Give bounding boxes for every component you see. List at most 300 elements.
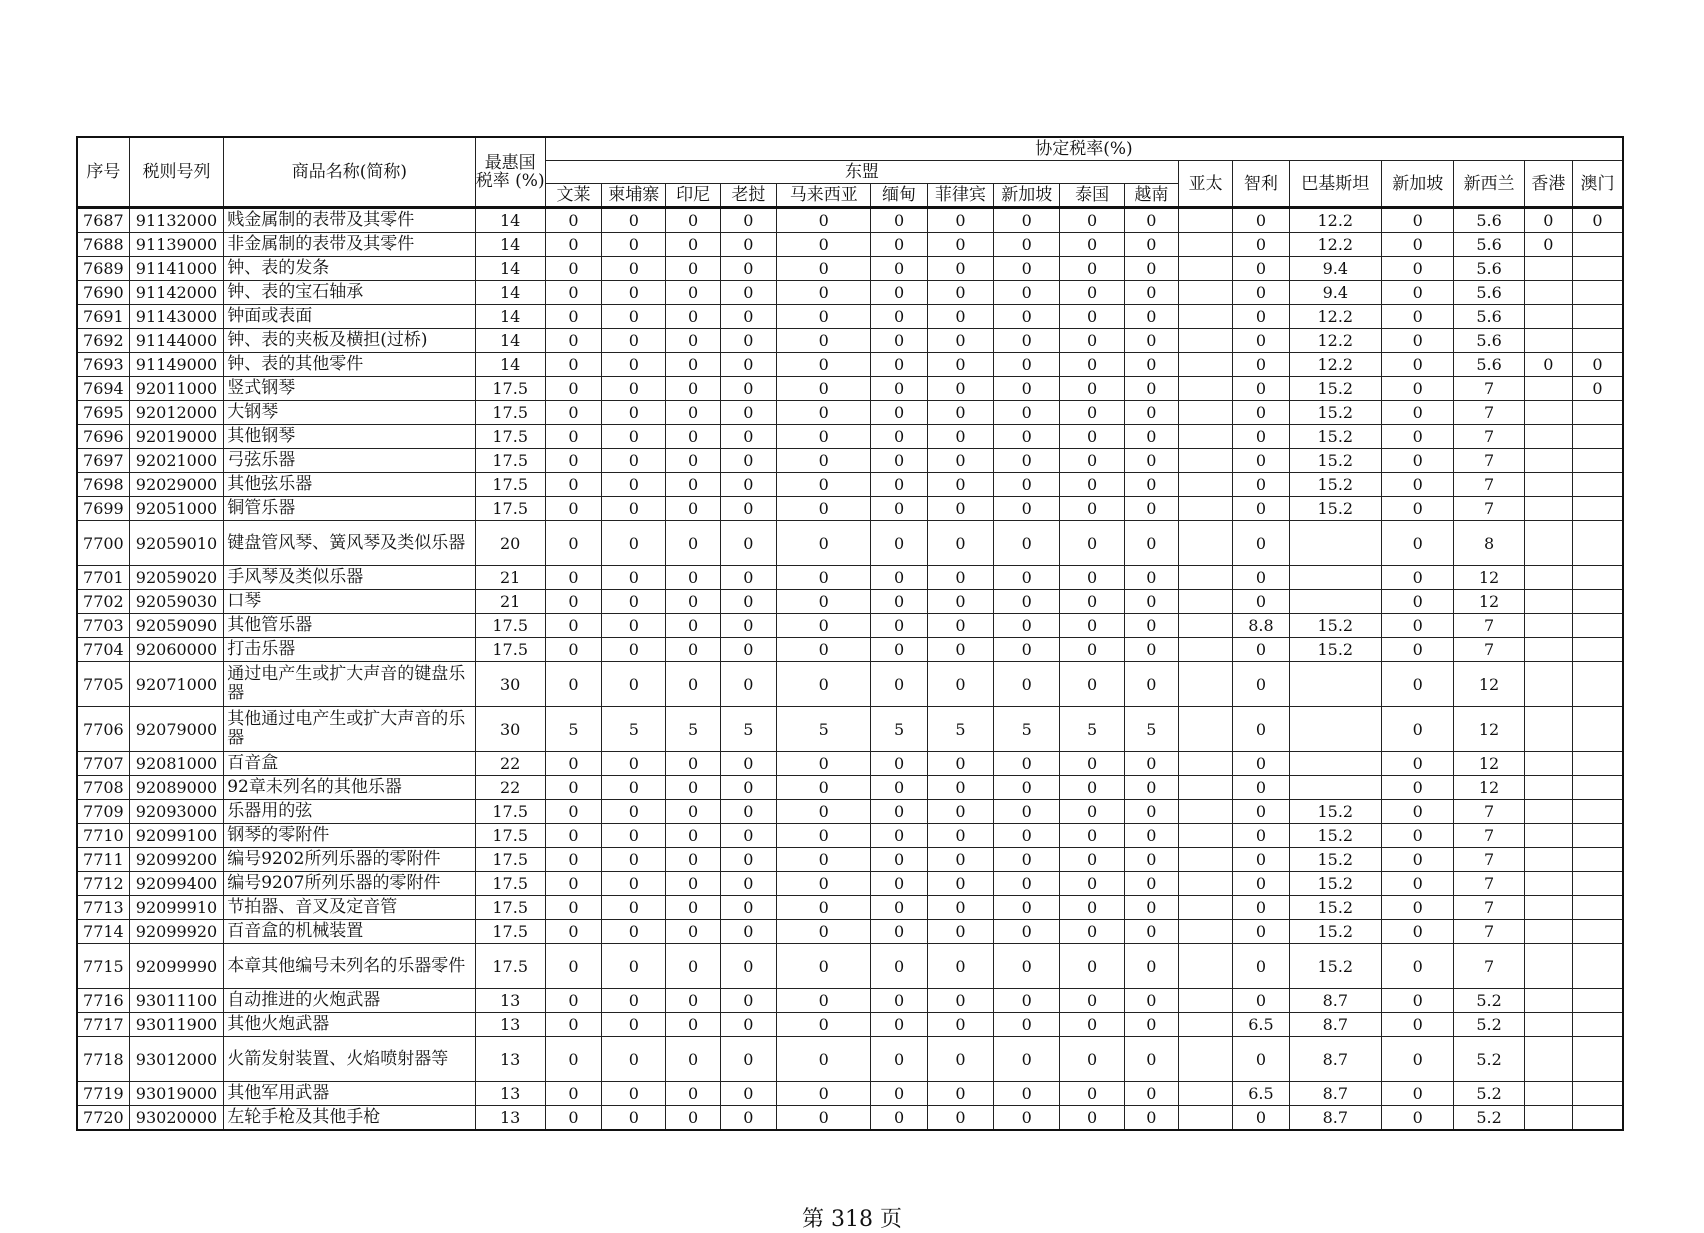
cell-tariff-code: 93011900: [129, 1013, 223, 1037]
cell-brunei: 0: [545, 590, 601, 614]
cell-cambodia: 0: [602, 329, 666, 353]
cell-singapore-asean: 0: [994, 824, 1060, 848]
cell-product-name: 本章其他编号未列名的乐器零件: [224, 944, 475, 989]
cell-pakistan: [1289, 590, 1381, 614]
cell-mfn-rate: 14: [475, 233, 545, 257]
cell-new-zealand: 12: [1454, 752, 1524, 776]
cell-singapore-asean: 0: [994, 329, 1060, 353]
cell-singapore: 0: [1382, 305, 1454, 329]
cell-vietnam: 0: [1124, 1037, 1178, 1082]
cell-apta: [1179, 800, 1233, 824]
cell-macau: [1572, 800, 1623, 824]
cell-laos: 0: [720, 566, 776, 590]
header-asean: 东盟: [545, 161, 1178, 184]
cell-myanmar: 0: [871, 1013, 927, 1037]
cell-indonesia: 0: [666, 944, 720, 989]
table-row: [77, 449, 1623, 473]
header-malaysia: 马来西亚: [777, 184, 871, 208]
cell-philippines: 0: [927, 1013, 993, 1037]
cell-cambodia: 0: [602, 848, 666, 872]
cell-apta: [1179, 1013, 1233, 1037]
cell-laos: 0: [720, 590, 776, 614]
cell-chile: 0: [1233, 989, 1289, 1013]
cell-cambodia: 0: [602, 473, 666, 497]
cell-malaysia: 0: [777, 566, 871, 590]
cell-malaysia: 0: [777, 473, 871, 497]
cell-product-name: 百音盒的机械装置: [224, 920, 475, 944]
cell-mfn-rate: 17.5: [475, 425, 545, 449]
cell-macau: [1572, 1106, 1623, 1131]
cell-brunei: 5: [545, 707, 601, 752]
cell-brunei: 0: [545, 353, 601, 377]
cell-thailand: 0: [1060, 872, 1124, 896]
cell-product-name: 通过电产生或扩大声音的键盘乐器: [224, 662, 475, 707]
cell-indonesia: 0: [666, 305, 720, 329]
cell-brunei: 0: [545, 1082, 601, 1106]
cell-seq: 7697: [77, 449, 129, 473]
cell-singapore-asean: 0: [994, 257, 1060, 281]
cell-laos: 0: [720, 752, 776, 776]
cell-product-name: 打击乐器: [224, 638, 475, 662]
cell-new-zealand: 12: [1454, 776, 1524, 800]
cell-thailand: 0: [1060, 281, 1124, 305]
cell-tariff-code: 92071000: [129, 662, 223, 707]
cell-singapore: 0: [1382, 377, 1454, 401]
cell-pakistan: 12.2: [1289, 329, 1381, 353]
cell-new-zealand: 7: [1454, 872, 1524, 896]
cell-tariff-code: 91143000: [129, 305, 223, 329]
cell-indonesia: 0: [666, 989, 720, 1013]
cell-hong-kong: [1524, 401, 1572, 425]
cell-pakistan: 15.2: [1289, 800, 1381, 824]
cell-singapore-asean: 0: [994, 848, 1060, 872]
cell-cambodia: 0: [602, 1037, 666, 1082]
cell-malaysia: 0: [777, 257, 871, 281]
cell-mfn-rate: 17.5: [475, 401, 545, 425]
cell-hong-kong: 0: [1524, 353, 1572, 377]
cell-seq: 7696: [77, 425, 129, 449]
cell-thailand: 0: [1060, 638, 1124, 662]
cell-pakistan: 15.2: [1289, 896, 1381, 920]
cell-malaysia: 0: [777, 305, 871, 329]
cell-chile: 0: [1233, 848, 1289, 872]
cell-singapore-asean: 0: [994, 521, 1060, 566]
cell-new-zealand: 7: [1454, 824, 1524, 848]
cell-macau: [1572, 1013, 1623, 1037]
cell-seq: 7704: [77, 638, 129, 662]
cell-mfn-rate: 17.5: [475, 920, 545, 944]
cell-mfn-rate: 30: [475, 662, 545, 707]
cell-chile: 6.5: [1233, 1082, 1289, 1106]
page-number: 第 318 页: [802, 1207, 902, 1232]
cell-mfn-rate: 22: [475, 776, 545, 800]
cell-seq: 7717: [77, 1013, 129, 1037]
table-row: [77, 566, 1623, 590]
cell-thailand: 0: [1060, 305, 1124, 329]
cell-tariff-code: 91141000: [129, 257, 223, 281]
cell-new-zealand: 7: [1454, 377, 1524, 401]
cell-laos: 0: [720, 920, 776, 944]
cell-laos: 0: [720, 1013, 776, 1037]
cell-myanmar: 0: [871, 473, 927, 497]
cell-macau: [1572, 638, 1623, 662]
cell-hong-kong: [1524, 944, 1572, 989]
cell-vietnam: 0: [1124, 614, 1178, 638]
cell-seq: 7710: [77, 824, 129, 848]
cell-malaysia: 0: [777, 208, 871, 233]
cell-malaysia: 5: [777, 707, 871, 752]
cell-laos: 0: [720, 896, 776, 920]
cell-indonesia: 0: [666, 1106, 720, 1131]
cell-apta: [1179, 920, 1233, 944]
cell-vietnam: 0: [1124, 208, 1178, 233]
cell-seq: 7720: [77, 1106, 129, 1131]
table-row: [77, 329, 1623, 353]
cell-thailand: 0: [1060, 1013, 1124, 1037]
cell-thailand: 0: [1060, 1082, 1124, 1106]
cell-new-zealand: 7: [1454, 497, 1524, 521]
cell-apta: [1179, 1082, 1233, 1106]
header-seq: 序号: [77, 137, 129, 208]
cell-hong-kong: [1524, 776, 1572, 800]
cell-malaysia: 0: [777, 521, 871, 566]
cell-chile: 0: [1233, 590, 1289, 614]
cell-new-zealand: 7: [1454, 425, 1524, 449]
cell-thailand: 0: [1060, 590, 1124, 614]
cell-new-zealand: 8: [1454, 521, 1524, 566]
cell-brunei: 0: [545, 989, 601, 1013]
cell-vietnam: 0: [1124, 920, 1178, 944]
table-row: [77, 281, 1623, 305]
cell-tariff-code: 92099990: [129, 944, 223, 989]
cell-vietnam: 0: [1124, 305, 1178, 329]
cell-singapore-asean: 0: [994, 208, 1060, 233]
cell-brunei: 0: [545, 800, 601, 824]
cell-myanmar: 0: [871, 989, 927, 1013]
cell-myanmar: 0: [871, 752, 927, 776]
cell-mfn-rate: 14: [475, 305, 545, 329]
cell-philippines: 0: [927, 449, 993, 473]
table-row: [77, 800, 1623, 824]
cell-macau: [1572, 449, 1623, 473]
cell-pakistan: 15.2: [1289, 848, 1381, 872]
cell-myanmar: 0: [871, 281, 927, 305]
cell-laos: 0: [720, 1106, 776, 1131]
cell-thailand: 0: [1060, 497, 1124, 521]
cell-vietnam: 0: [1124, 944, 1178, 989]
cell-cambodia: 0: [602, 305, 666, 329]
cell-seq: 7694: [77, 377, 129, 401]
cell-macau: [1572, 305, 1623, 329]
cell-thailand: 0: [1060, 377, 1124, 401]
cell-pakistan: [1289, 662, 1381, 707]
table-row: [77, 614, 1623, 638]
cell-seq: 7706: [77, 707, 129, 752]
cell-new-zealand: 12: [1454, 566, 1524, 590]
cell-malaysia: 0: [777, 824, 871, 848]
cell-singapore: 0: [1382, 776, 1454, 800]
cell-seq: 7707: [77, 752, 129, 776]
cell-pakistan: 8.7: [1289, 1037, 1381, 1082]
cell-hong-kong: [1524, 920, 1572, 944]
cell-thailand: 0: [1060, 425, 1124, 449]
cell-new-zealand: 5.2: [1454, 1106, 1524, 1131]
cell-seq: 7700: [77, 521, 129, 566]
cell-brunei: 0: [545, 848, 601, 872]
cell-singapore: 0: [1382, 590, 1454, 614]
cell-tariff-code: 92059030: [129, 590, 223, 614]
tariff-table: [76, 136, 1624, 1131]
cell-chile: 0: [1233, 305, 1289, 329]
cell-malaysia: 0: [777, 920, 871, 944]
cell-philippines: 0: [927, 281, 993, 305]
header-laos: 老挝: [720, 184, 776, 208]
cell-mfn-rate: 13: [475, 1106, 545, 1131]
cell-pakistan: [1289, 566, 1381, 590]
cell-apta: [1179, 989, 1233, 1013]
cell-myanmar: 0: [871, 776, 927, 800]
cell-cambodia: 0: [602, 662, 666, 707]
cell-product-name: 自动推进的火炮武器: [224, 989, 475, 1013]
cell-chile: 0: [1233, 1106, 1289, 1131]
cell-malaysia: 0: [777, 614, 871, 638]
cell-new-zealand: 12: [1454, 662, 1524, 707]
cell-new-zealand: 5.6: [1454, 257, 1524, 281]
header-philippines: 菲律宾: [927, 184, 993, 208]
cell-mfn-rate: 17.5: [475, 944, 545, 989]
cell-singapore: 0: [1382, 1082, 1454, 1106]
cell-seq: 7718: [77, 1037, 129, 1082]
cell-philippines: 0: [927, 752, 993, 776]
table-body: [77, 208, 1623, 1131]
cell-pakistan: 15.2: [1289, 377, 1381, 401]
cell-thailand: 0: [1060, 989, 1124, 1013]
cell-pakistan: 15.2: [1289, 614, 1381, 638]
cell-cambodia: 0: [602, 1106, 666, 1131]
cell-new-zealand: 5.6: [1454, 305, 1524, 329]
cell-laos: 0: [720, 257, 776, 281]
cell-philippines: 5: [927, 707, 993, 752]
cell-vietnam: 0: [1124, 401, 1178, 425]
cell-vietnam: 0: [1124, 800, 1178, 824]
cell-apta: [1179, 401, 1233, 425]
cell-malaysia: 0: [777, 425, 871, 449]
cell-singapore-asean: 0: [994, 752, 1060, 776]
cell-product-name: 乐器用的弦: [224, 800, 475, 824]
header-singapore: 新加坡: [1382, 161, 1454, 208]
cell-chile: 0: [1233, 944, 1289, 989]
cell-myanmar: 0: [871, 377, 927, 401]
cell-indonesia: 0: [666, 1082, 720, 1106]
cell-thailand: 0: [1060, 1106, 1124, 1131]
tariff-table-container: [76, 136, 1624, 1131]
cell-brunei: 0: [545, 329, 601, 353]
cell-singapore: 0: [1382, 329, 1454, 353]
cell-product-name: 火箭发射装置、火焰喷射器等: [224, 1037, 475, 1082]
cell-new-zealand: 7: [1454, 896, 1524, 920]
cell-cambodia: 0: [602, 1082, 666, 1106]
cell-cambodia: 0: [602, 521, 666, 566]
table-row: [77, 521, 1623, 566]
cell-tariff-code: 91139000: [129, 233, 223, 257]
cell-cambodia: 0: [602, 638, 666, 662]
header-singapore-asean: 新加坡: [994, 184, 1060, 208]
cell-brunei: 0: [545, 824, 601, 848]
cell-tariff-code: 91144000: [129, 329, 223, 353]
cell-malaysia: 0: [777, 896, 871, 920]
table-row: [77, 233, 1623, 257]
cell-apta: [1179, 824, 1233, 848]
cell-apta: [1179, 707, 1233, 752]
cell-new-zealand: 7: [1454, 449, 1524, 473]
cell-malaysia: 0: [777, 449, 871, 473]
cell-seq: 7695: [77, 401, 129, 425]
cell-vietnam: 0: [1124, 824, 1178, 848]
cell-philippines: 0: [927, 776, 993, 800]
cell-hong-kong: [1524, 1013, 1572, 1037]
cell-indonesia: 0: [666, 566, 720, 590]
cell-thailand: 0: [1060, 257, 1124, 281]
cell-apta: [1179, 329, 1233, 353]
cell-hong-kong: [1524, 566, 1572, 590]
cell-vietnam: 0: [1124, 590, 1178, 614]
header-indonesia: 印尼: [666, 184, 720, 208]
cell-singapore: 0: [1382, 707, 1454, 752]
cell-singapore: 0: [1382, 824, 1454, 848]
cell-tariff-code: 92059010: [129, 521, 223, 566]
cell-pakistan: 15.2: [1289, 872, 1381, 896]
cell-indonesia: 0: [666, 1013, 720, 1037]
cell-myanmar: 0: [871, 449, 927, 473]
cell-singapore-asean: 0: [994, 401, 1060, 425]
cell-brunei: 0: [545, 896, 601, 920]
cell-seq: 7719: [77, 1082, 129, 1106]
cell-macau: 0: [1572, 208, 1623, 233]
cell-brunei: 0: [545, 449, 601, 473]
cell-hong-kong: [1524, 257, 1572, 281]
cell-singapore-asean: 0: [994, 566, 1060, 590]
cell-malaysia: 0: [777, 800, 871, 824]
header-cambodia: 柬埔寨: [602, 184, 666, 208]
header-macau: 澳门: [1572, 161, 1623, 208]
cell-hong-kong: [1524, 707, 1572, 752]
cell-singapore-asean: 0: [994, 353, 1060, 377]
cell-hong-kong: [1524, 521, 1572, 566]
cell-thailand: 0: [1060, 800, 1124, 824]
cell-singapore: 0: [1382, 449, 1454, 473]
cell-myanmar: 0: [871, 329, 927, 353]
cell-laos: 0: [720, 1082, 776, 1106]
table-row: [77, 425, 1623, 449]
cell-new-zealand: 7: [1454, 401, 1524, 425]
table-row: [77, 989, 1623, 1013]
cell-brunei: 0: [545, 377, 601, 401]
cell-philippines: 0: [927, 257, 993, 281]
cell-singapore-asean: 0: [994, 590, 1060, 614]
cell-seq: 7698: [77, 473, 129, 497]
cell-indonesia: 0: [666, 473, 720, 497]
cell-cambodia: 0: [602, 776, 666, 800]
cell-laos: 0: [720, 208, 776, 233]
table-row: [77, 1037, 1623, 1082]
cell-cambodia: 0: [602, 497, 666, 521]
cell-apta: [1179, 872, 1233, 896]
cell-product-name: 其他火炮武器: [224, 1013, 475, 1037]
cell-apta: [1179, 208, 1233, 233]
header-new-zealand: 新西兰: [1454, 161, 1524, 208]
cell-thailand: 0: [1060, 353, 1124, 377]
cell-chile: 0: [1233, 281, 1289, 305]
cell-philippines: 0: [927, 896, 993, 920]
cell-singapore: 0: [1382, 662, 1454, 707]
cell-mfn-rate: 13: [475, 1013, 545, 1037]
cell-singapore-asean: 0: [994, 896, 1060, 920]
cell-malaysia: 0: [777, 590, 871, 614]
cell-philippines: 0: [927, 1037, 993, 1082]
cell-brunei: 0: [545, 1106, 601, 1131]
table-row: [77, 638, 1623, 662]
cell-pakistan: 12.2: [1289, 305, 1381, 329]
cell-brunei: 0: [545, 614, 601, 638]
cell-indonesia: 0: [666, 638, 720, 662]
cell-tariff-code: 92089000: [129, 776, 223, 800]
cell-brunei: 0: [545, 776, 601, 800]
cell-mfn-rate: 17.5: [475, 449, 545, 473]
cell-mfn-rate: 17.5: [475, 800, 545, 824]
cell-macau: [1572, 257, 1623, 281]
cell-myanmar: 0: [871, 638, 927, 662]
cell-apta: [1179, 590, 1233, 614]
table-row: [77, 257, 1623, 281]
cell-seq: 7711: [77, 848, 129, 872]
cell-mfn-rate: 14: [475, 208, 545, 233]
cell-laos: 0: [720, 638, 776, 662]
cell-chile: 0: [1233, 233, 1289, 257]
cell-apta: [1179, 449, 1233, 473]
cell-chile: 0: [1233, 377, 1289, 401]
cell-indonesia: 0: [666, 497, 720, 521]
cell-chile: 0: [1233, 521, 1289, 566]
header-brunei: 文莱: [545, 184, 601, 208]
cell-myanmar: 0: [871, 662, 927, 707]
cell-pakistan: 15.2: [1289, 497, 1381, 521]
cell-product-name: 手风琴及类似乐器: [224, 566, 475, 590]
cell-singapore-asean: 0: [994, 1106, 1060, 1131]
cell-philippines: 0: [927, 305, 993, 329]
cell-mfn-rate: 22: [475, 752, 545, 776]
cell-vietnam: 0: [1124, 872, 1178, 896]
cell-indonesia: 0: [666, 257, 720, 281]
cell-cambodia: 0: [602, 233, 666, 257]
cell-apta: [1179, 521, 1233, 566]
cell-mfn-rate: 14: [475, 353, 545, 377]
cell-vietnam: 0: [1124, 752, 1178, 776]
cell-tariff-code: 92081000: [129, 752, 223, 776]
cell-chile: 0: [1233, 920, 1289, 944]
cell-product-name: 钟、表的发条: [224, 257, 475, 281]
cell-thailand: 5: [1060, 707, 1124, 752]
cell-cambodia: 0: [602, 401, 666, 425]
cell-apta: [1179, 377, 1233, 401]
cell-product-name: 钟面或表面: [224, 305, 475, 329]
cell-cambodia: 0: [602, 281, 666, 305]
cell-mfn-rate: 17.5: [475, 848, 545, 872]
cell-singapore: 0: [1382, 497, 1454, 521]
cell-apta: [1179, 662, 1233, 707]
cell-chile: 0: [1233, 896, 1289, 920]
cell-thailand: 0: [1060, 614, 1124, 638]
cell-indonesia: 0: [666, 848, 720, 872]
